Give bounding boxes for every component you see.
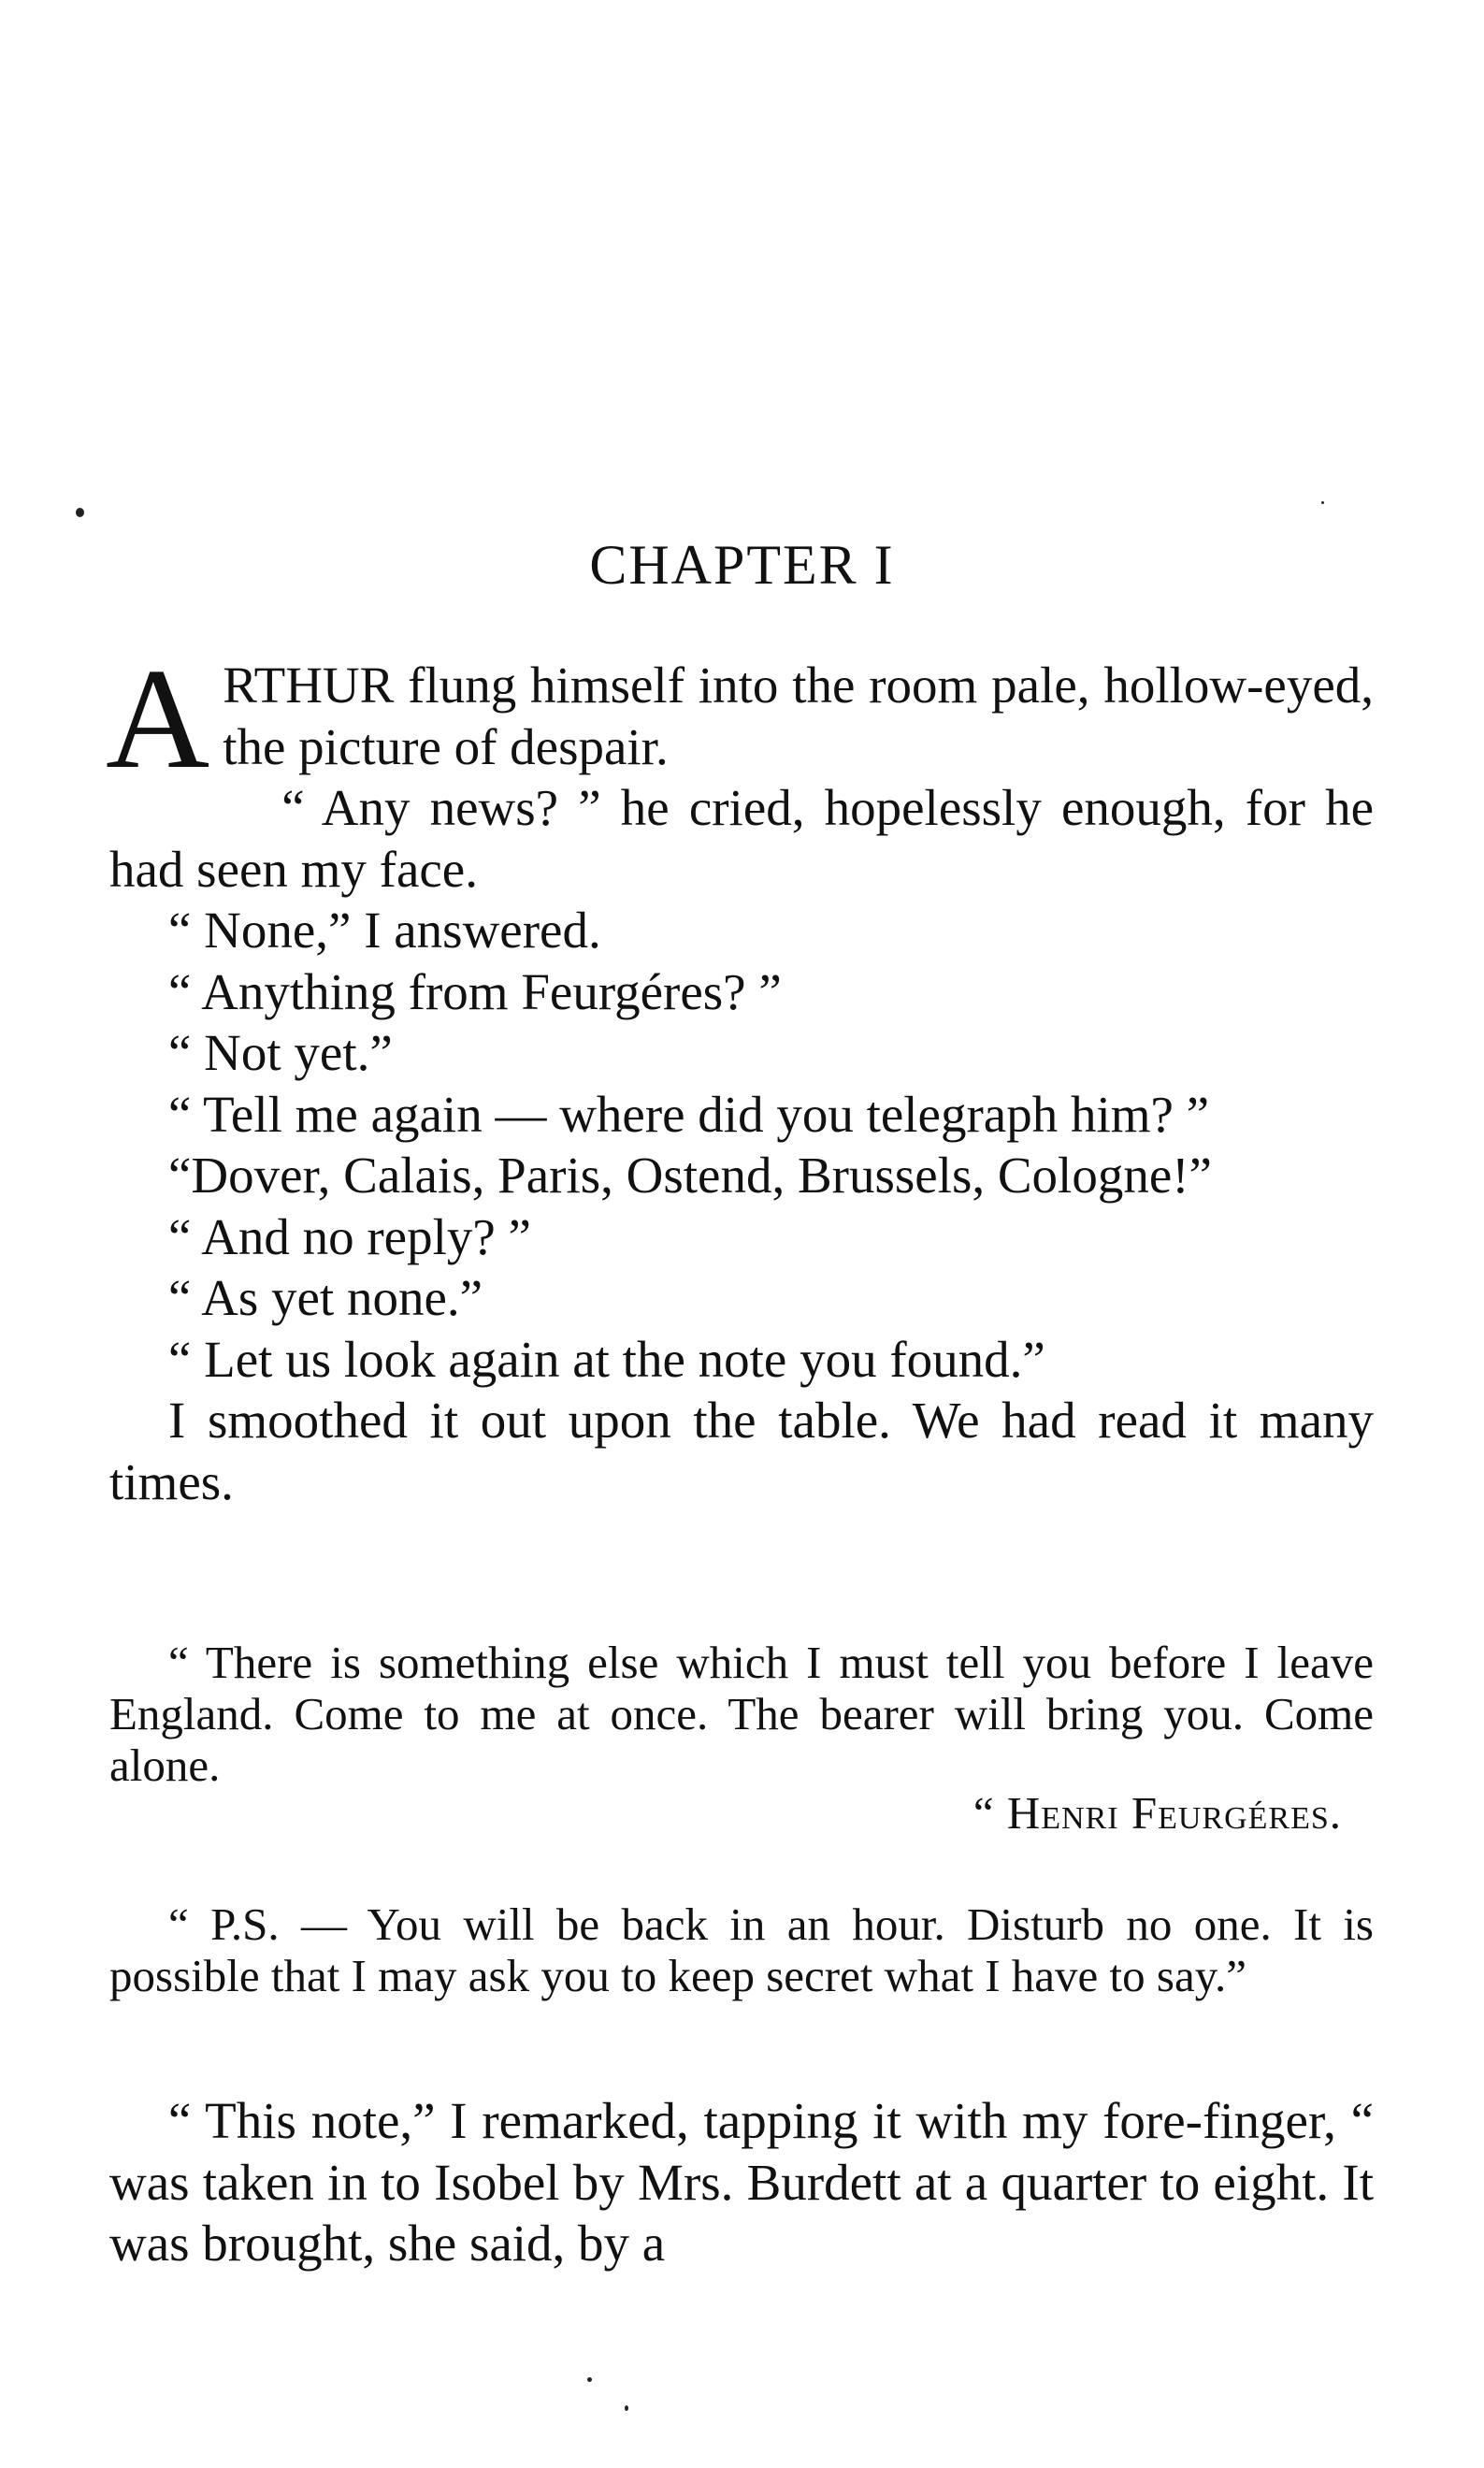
page-speck [76, 508, 84, 517]
opening-paragraph [106, 640, 1374, 799]
closing-paragraph [109, 2090, 1374, 2274]
opening-text: RTHUR flung himself into the room pale, hollow-eyed, the picture of despair. [223, 657, 1374, 775]
letter-postscript [109, 1898, 1374, 2001]
page-speck [1321, 501, 1324, 504]
page-speck [587, 2377, 592, 2382]
dialogue-paragraph: “ Tell me again — where did you telegraph him? ” [168, 1085, 1210, 1143]
dialogue-paragraph: “ And no reply? ” [168, 1207, 531, 1265]
drop-cap: A [106, 640, 210, 799]
dialogue-paragraph: “Dover, Calais, Paris, Ostend, Brussels, Cologne!” [168, 1147, 1212, 1204]
letter-signature: “ Henri Feurgéres. [973, 1787, 1342, 1839]
dialogue-paragraph: “ Anything from Feurgéres? ” [168, 962, 782, 1020]
letter-text: “ There is something else which I must tell you before I leave England. Come to me at once. The bearer will bring you. Come alone. [109, 1637, 1374, 1791]
letter-body [109, 1637, 1374, 1791]
page-speck [625, 2405, 628, 2411]
dialogue-paragraph: “ Any news? ” he cried, hopelessly enough, for he had seen my face. [109, 779, 1374, 898]
dialogue-paragraph: “ Let us look again at the note you found.” [168, 1330, 1045, 1388]
dialogue-paragraph: “ Not yet.” [168, 1024, 393, 1081]
postscript-text: “ P.S. — You will be back in an hour. Disturb no one. It is possible that I may ask you to keep secret what I have to say.” [109, 1898, 1374, 2001]
dialogue-paragraph: “ As yet none.” [168, 1269, 483, 1326]
closing-text: “ This note,” I remarked, tapping it with my fore-finger, “ was taken in to Isobel by Mrs. Burdett at a quarter to eight. It was brought, she said, by a [109, 2092, 1374, 2272]
narration-paragraph: I smoothed it out upon the table. We had read it many times. [109, 1392, 1374, 1510]
chapter-body [106, 640, 1374, 1512]
dialogue-paragraph: “ None,” I answered. [168, 902, 601, 959]
chapter-title: CHAPTER I [589, 534, 895, 596]
